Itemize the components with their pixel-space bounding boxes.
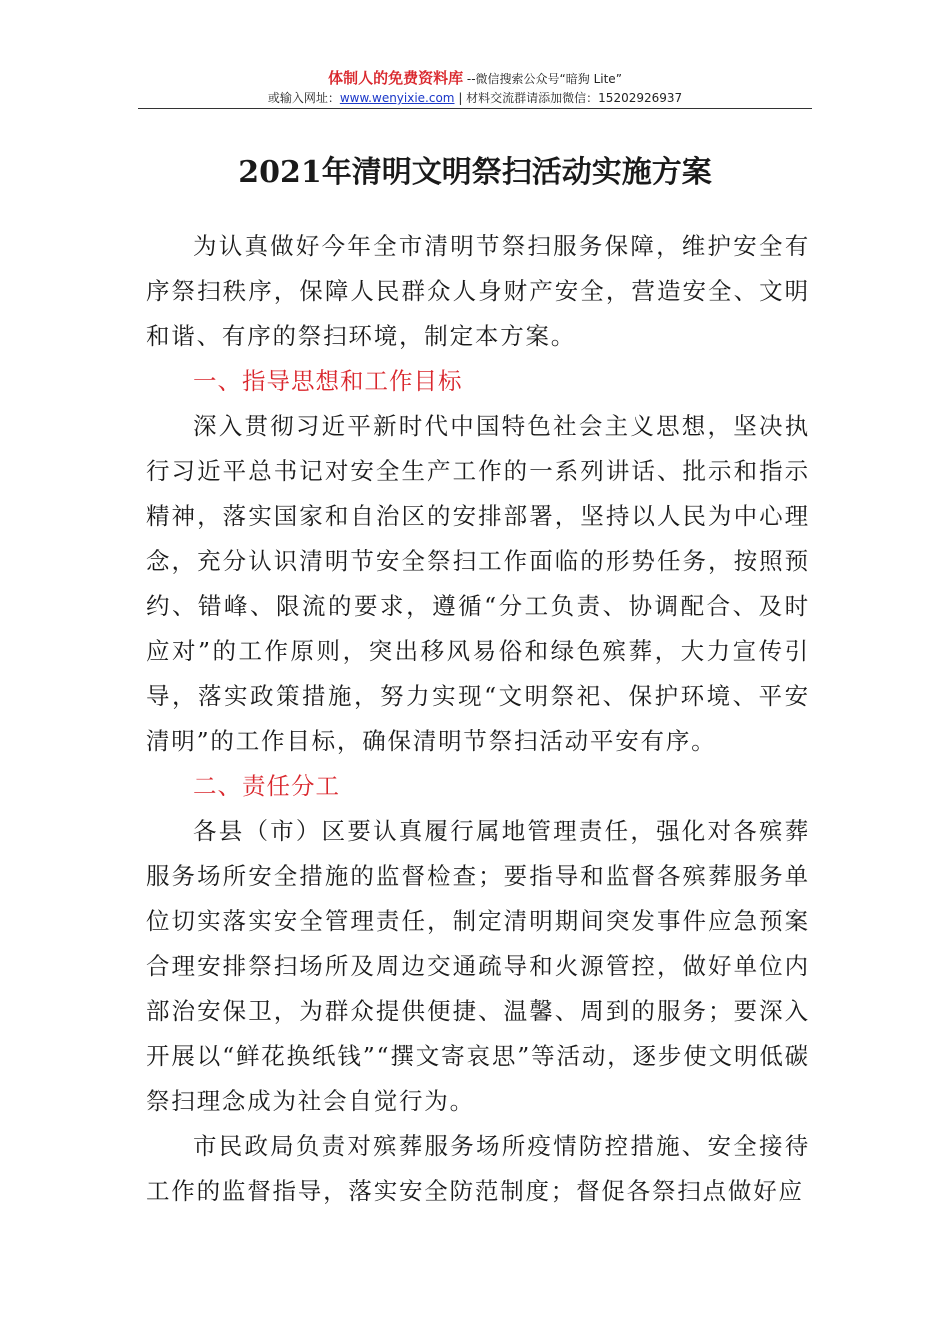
section-heading-2: 二、责任分工 (193, 772, 340, 800)
header-tagline: --微信搜索公众号“暗狗 Lite” (463, 72, 622, 86)
header-line-2 (138, 89, 812, 107)
section-1-paragraph: 深入贯彻习近平新时代中国特色社会主义思想，坚决执行习近平总书记对安全生产工作的一系列讲话、批示和指示精神，落实国家和自治区的安排部署，坚持以人民为中心理念，充分认识清明节安全祭扫工作面临的形势任务，按照预约、错峰、限流的要求，遵循“分工负责、协调配合、及时应对”的工作原则，突出移风易俗和绿色殡葬，大力宣传引导，落实政策措施，努力实现“文明祭祀、保护环境、平安清明”的工作目标，确保清明节祭扫活动平安有序。 (146, 412, 810, 755)
brand-name: 体制人的免费资料库 (328, 69, 464, 87)
page-header (138, 68, 812, 107)
section-2-paragraph-1: 各县（市）区要认真履行属地管理责任，强化对各殡葬服务场所安全措施的监督检查；要指导和监督各殡葬服务单位切实落实安全管理责任，制定清明期间突发事件应急预案合理安排祭扫场所及周边交通疏导和火源管控，做好单位内部治安保卫，为群众提供便捷、温馨、周到的服务；要深入开展以“鲜花换纸钱”“撰文寄哀思”等活动，逐步使文明低碳祭扫理念成为社会自觉行为。 (146, 817, 810, 1115)
section-heading-1: 一、指导思想和工作目标 (193, 367, 463, 395)
header-line-1 (138, 68, 812, 89)
document-title: 2021年清明文明祭扫活动实施方案 (238, 155, 712, 190)
section-2-paragraph-2: 市民政局负责对殡葬服务场所疫情防控措施、安全接待工作的监督指导，落实安全防范制度；督促各祭扫点做好应 (146, 1132, 810, 1205)
document-body (146, 224, 810, 1214)
intro-paragraph: 为认真做好今年全市清明节祭扫服务保障，维护安全有序祭扫秩序，保障人民群众人身财产安全，营造安全、文明和谐、有序的祭扫环境，制定本方案。 (146, 232, 810, 350)
url-prefix: 或输入网址： (267, 91, 340, 105)
contact-info: | 材料交流群请添加微信：15202926937 (454, 91, 683, 105)
header-divider (138, 108, 812, 109)
website-link[interactable]: www.wenyixie.com (339, 91, 455, 105)
